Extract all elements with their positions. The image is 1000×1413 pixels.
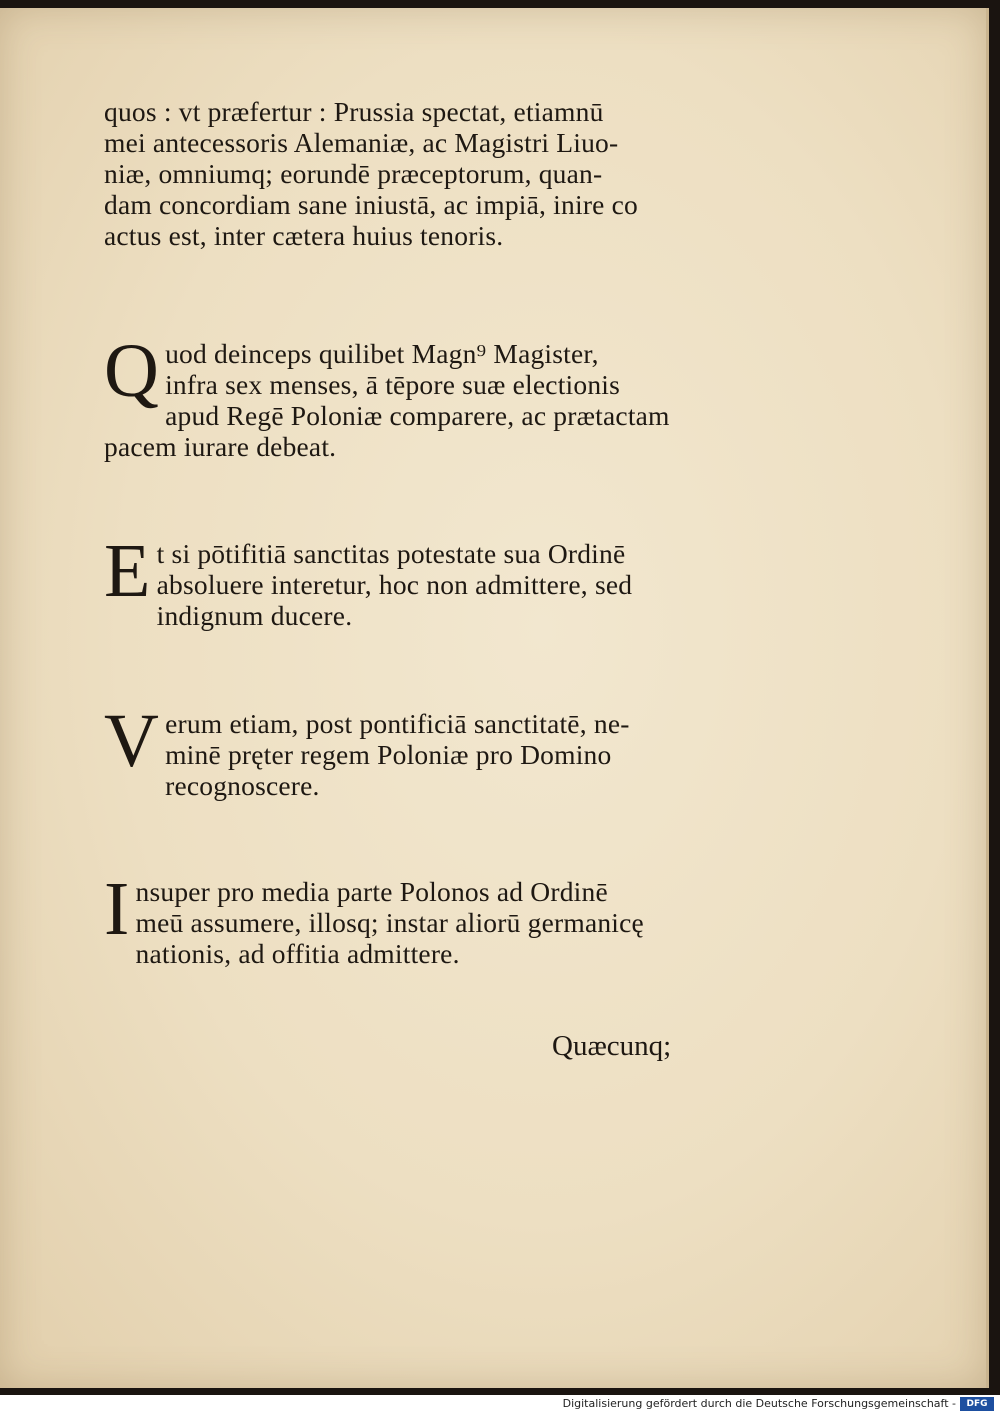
digitization-footer — [0, 1395, 1000, 1413]
initial-letter: I — [104, 867, 130, 951]
paragraph-5 — [104, 867, 704, 969]
text-line: t si pōtifitiā sanctitas potestate sua Ordinē — [156, 538, 626, 569]
initial-letter: Q — [104, 329, 160, 413]
text-line: dam concordiam sane iniustā, ac impiā, inire co — [104, 189, 639, 220]
text-line: absoluere interetur, hoc non admittere, sed — [156, 569, 633, 600]
catchword: Quæcunq; — [552, 1030, 672, 1062]
text-line: pacem iurare debeat. — [104, 431, 337, 462]
text-line: recognoscere. — [165, 770, 320, 801]
paragraph-3 — [104, 529, 704, 631]
initial-letter: E — [104, 529, 151, 613]
book-page — [0, 8, 989, 1388]
dfg-logo: DFG — [960, 1397, 994, 1411]
text-line: quos : vt præfertur : Prussia spectat, etiamnū — [104, 96, 604, 127]
text-line: infra sex menses, ā tēpore suæ electionis — [165, 369, 621, 400]
paragraph-4 — [104, 699, 704, 801]
text-line: nsuper pro media parte Polonos ad Ordinē — [135, 876, 608, 907]
initial-letter: V — [104, 699, 160, 783]
text-line: mei antecessoris Alemaniæ, ac Magistri Liuo- — [104, 127, 619, 158]
text-line: actus est, inter cætera huius tenoris. — [104, 220, 504, 251]
text-line: uod deinceps quilibet Magn⁹ Magister, — [165, 338, 599, 369]
footer-credit: Digitalisierung gefördert durch die Deutsche Forschungsgemeinschaft - — [562, 1397, 956, 1410]
text-line: niæ, omniumq; eorundē præceptorum, quan- — [104, 158, 603, 189]
text-line: meū assumere, illosq; instar aliorū germanicę — [135, 907, 644, 938]
text-line: indignum ducere. — [156, 600, 353, 631]
paragraph-1 — [104, 96, 704, 251]
text-line: apud Regē Poloniæ comparere, ac prætactam — [165, 400, 670, 431]
text-line: erum etiam, post pontificiā sanctitatē, ne- — [165, 708, 630, 739]
paragraph-2 — [104, 329, 704, 462]
text-line: minē pręter regem Poloniæ pro Domino — [165, 739, 612, 770]
text-line: nationis, ad offitia admittere. — [135, 938, 460, 969]
